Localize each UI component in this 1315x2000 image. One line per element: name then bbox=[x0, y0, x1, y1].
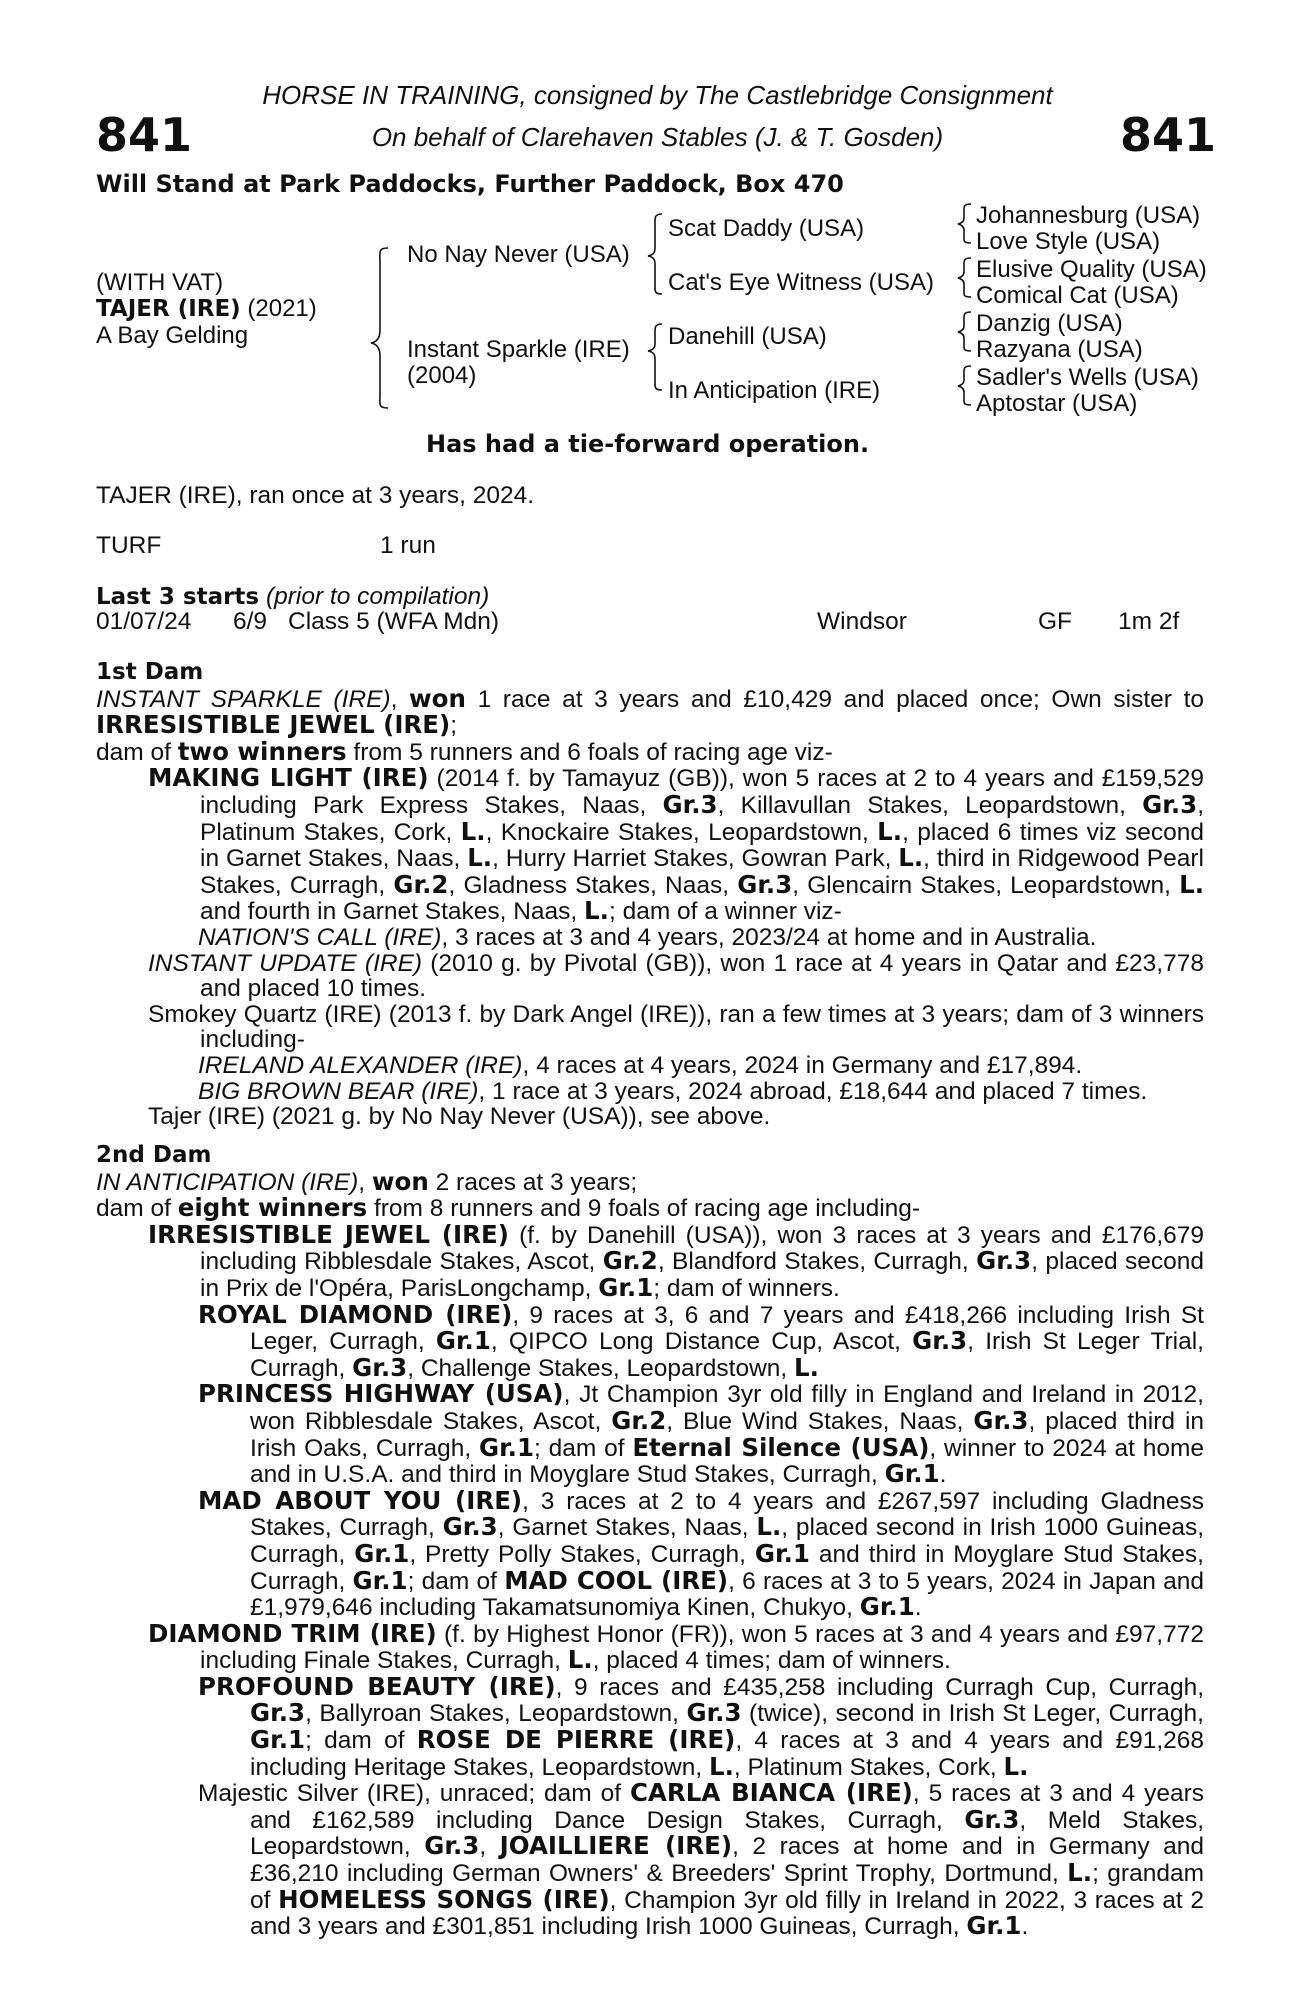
intro-end: ; bbox=[450, 712, 458, 740]
txt: , placed 6 times viz second in Garnet Stakes, Naas, bbox=[200, 818, 1204, 873]
grade: Gr.1 bbox=[598, 1272, 654, 1302]
txt: , placed 4 times; dam of winners. bbox=[592, 1647, 951, 1675]
txt: , Meld Stakes, Leopardstown, bbox=[250, 1806, 1205, 1861]
grade: Gr.1 bbox=[859, 1592, 915, 1622]
grade: Gr.2 bbox=[611, 1405, 667, 1435]
gg-1: Johannesburg (USA) bbox=[976, 202, 1201, 229]
txt: , Irish St Leger Trial, Curragh, bbox=[250, 1328, 1204, 1382]
txt: ; dam of a winner viz- bbox=[608, 898, 842, 926]
gg-3: Elusive Quality (USA) bbox=[976, 256, 1207, 283]
behalf-line: On behalf of Clarehaven Stables (J. & T. Gosden) bbox=[371, 122, 944, 152]
gg-8: Aptostar (USA) bbox=[976, 390, 1138, 417]
brace-sire bbox=[648, 214, 662, 294]
grade: Gr.3 bbox=[976, 1246, 1032, 1276]
listed: L. bbox=[567, 1645, 593, 1675]
dam-name: Instant Sparkle (IRE) bbox=[407, 336, 630, 363]
listed: L. bbox=[794, 1352, 819, 1382]
produce-mad-about-you bbox=[198, 1485, 1205, 1622]
gg-7: Sadler's Wells (USA) bbox=[976, 364, 1199, 391]
intro-text: 1 race at 3 years and £10,429 and placed once; Own sister to bbox=[465, 685, 1204, 713]
won-label: won bbox=[409, 683, 466, 713]
txt: ; dam of bbox=[407, 1567, 505, 1595]
txt: (f. by Danehill (USA)), won 3 races at 3 years and £176,679 including Ribblesdale Stakes, Ascot, bbox=[200, 1221, 1205, 1276]
start-date: 01/07/24 bbox=[96, 608, 192, 635]
gg-5: Danzig (USA) bbox=[976, 310, 1123, 337]
txt: , Gladness Stakes, Naas, bbox=[448, 871, 738, 899]
produce-name: CARLA BIANCA (IRE) bbox=[629, 1778, 913, 1808]
sire-dam: Cat's Eye Witness (USA) bbox=[668, 269, 934, 296]
listed: L. bbox=[584, 896, 609, 926]
horse-description: A Bay Gelding bbox=[96, 322, 249, 349]
produce-name: PROFOUND BEAUTY (IRE) bbox=[198, 1671, 556, 1701]
grade: Gr.3 bbox=[964, 1804, 1020, 1834]
grade: Gr.3 bbox=[250, 1698, 306, 1728]
txt: , Killavullan Stakes, Leopardstown, bbox=[717, 791, 1143, 819]
txt: , Champion 3yr old filly in Ireland in 2022, 3 races at 2 and 3 years and £301,851 including Irish 1000 Guineas, Curragh, bbox=[250, 1886, 1205, 1941]
grade: Gr.1 bbox=[884, 1459, 940, 1489]
grade: Gr.3 bbox=[912, 1326, 968, 1356]
produce-name: IRELAND ALEXANDER (IRE) bbox=[198, 1051, 523, 1079]
first-dam-intro: INSTANT SPARKLE (IRE), won 1 race at 3 years and £10,429 and placed once; Own sister to IRRESISTIBLE JEWEL (IRE); bbox=[96, 683, 1204, 740]
last-starts-heading bbox=[96, 584, 489, 611]
txt: , Garnet Stakes, Naas, bbox=[497, 1514, 757, 1542]
grade: Gr.1 bbox=[354, 1538, 410, 1568]
produce-name: INSTANT UPDATE (IRE) bbox=[148, 949, 423, 977]
lot-number-right: 841 bbox=[1120, 108, 1217, 162]
intro-text: 2 races at 3 years; bbox=[428, 1168, 638, 1196]
txt: , Jt Champion 3yr old filly in England and Ireland in 2012, won Ribblesdale Stakes, Ascot, bbox=[250, 1381, 1204, 1435]
listed: L. bbox=[1179, 869, 1204, 899]
produce-diamond-trim bbox=[148, 1618, 1204, 1675]
grade: Gr.1 bbox=[478, 1432, 535, 1462]
gg-4: Comical Cat (USA) bbox=[976, 282, 1179, 309]
produce-name: HOMELESS SONGS (IRE) bbox=[278, 1884, 610, 1914]
txt: , Blandford Stakes, Curragh, bbox=[657, 1248, 977, 1276]
produce-name: DIAMOND TRIM (IRE) bbox=[148, 1618, 437, 1648]
produce-royal-diamond bbox=[198, 1299, 1204, 1382]
gg-6: Razyana (USA) bbox=[976, 336, 1143, 363]
grade: Gr.1 bbox=[966, 1911, 1022, 1941]
listed: L. bbox=[898, 843, 924, 873]
grade: Gr.3 bbox=[442, 1512, 498, 1542]
txt: , bbox=[479, 1833, 500, 1861]
grade: Gr.1 bbox=[250, 1725, 306, 1755]
dam-year: (2004) bbox=[407, 362, 477, 389]
last-starts-subtitle: (prior to compilation) bbox=[265, 583, 490, 610]
sister-name: IRRESISTIBLE JEWEL (IRE) bbox=[96, 710, 451, 740]
txt: ; dam of bbox=[534, 1434, 633, 1462]
txt: , 2 races at home and in Germany and £36,210 including German Owners' & Breeders' Sprint Trophy, Dortmund, bbox=[250, 1833, 1205, 1888]
listed: L. bbox=[467, 843, 493, 873]
produce-name: MAKING LIGHT (IRE) bbox=[148, 763, 429, 793]
txt: , 4 races at 3 and 4 years and £91,268 including Heritage Stakes, Leopardstown, bbox=[250, 1727, 1205, 1781]
dam-dam: In Anticipation (IRE) bbox=[668, 377, 881, 404]
listed: L. bbox=[708, 1751, 734, 1781]
operation-note: Has had a tie-forward operation. bbox=[426, 430, 870, 458]
race-record-summary: TAJER (IRE), ran once at 3 years, 2024. bbox=[96, 482, 535, 509]
txt: , Blue Wind Stakes, Naas, bbox=[666, 1407, 974, 1435]
surface-label: TURF bbox=[96, 532, 162, 559]
produce-name: MAD ABOUT YOU (IRE) bbox=[198, 1485, 523, 1515]
txt: , 4 races at 4 years, 2024 in Germany and £17,894. bbox=[522, 1051, 1083, 1079]
dam-sire: Danehill (USA) bbox=[668, 323, 827, 350]
txt: , 9 races and £435,258 including Curragh Cup, Curragh, bbox=[555, 1673, 1204, 1701]
txt: (twice), second in Irish St Leger, Curragh, bbox=[741, 1700, 1204, 1728]
txt: . bbox=[1021, 1913, 1029, 1941]
second-dam-heading: 2nd Dam bbox=[96, 1142, 212, 1168]
produce-name: NATION'S CALL (IRE) bbox=[198, 923, 442, 951]
brace-gg2 bbox=[958, 258, 971, 297]
first-dam-produce-intro bbox=[96, 736, 1204, 766]
txt: Majestic Silver (IRE), unraced; dam of bbox=[198, 1780, 630, 1808]
txt: , Platinum Stakes, Cork, bbox=[733, 1753, 1004, 1781]
brace-gg4 bbox=[958, 366, 971, 405]
sire-sire: Scat Daddy (USA) bbox=[668, 215, 865, 242]
txt: ; dam of bbox=[305, 1727, 417, 1755]
produce-princess-highway bbox=[198, 1381, 1204, 1487]
produce-profound-beauty bbox=[198, 1671, 1205, 1781]
brace-dam bbox=[648, 324, 662, 390]
grade: Gr.3 bbox=[352, 1352, 408, 1382]
start-course: Windsor bbox=[817, 608, 907, 635]
first-dam-section bbox=[96, 660, 1204, 1130]
lot-number-left: 841 bbox=[96, 108, 193, 162]
produce-making-light bbox=[148, 765, 1204, 925]
dam-name-italic: INSTANT SPARKLE (IRE) bbox=[96, 685, 391, 713]
dam-of-bold: eight winners bbox=[177, 1193, 368, 1223]
produce-name: MAD COOL (IRE) bbox=[504, 1565, 729, 1595]
txt: , 6 races at 3 to 5 years, 2024 in Japan and £1,979,646 including Takamatsunomiya Kinen, Chukyo, bbox=[250, 1567, 1204, 1622]
produce-name: ROSE DE PIERRE (IRE) bbox=[416, 1725, 736, 1755]
grade: Gr.3 bbox=[424, 1831, 480, 1861]
txt: , Ballyroan Stakes, Leopardstown, bbox=[305, 1700, 687, 1728]
grade: Gr.3 bbox=[1142, 789, 1198, 819]
listed: L. bbox=[1003, 1751, 1029, 1781]
surface-runs: 1 run bbox=[380, 532, 436, 559]
start-race: Class 5 (WFA Mdn) bbox=[288, 608, 500, 635]
txt: Smokey Quartz (IRE) (2013 f. by Dark Angel (IRE)), ran a few times at 3 years; dam of 3 winners including- bbox=[148, 1000, 1204, 1054]
txt: , 5 races at 3 and 4 years and £162,589 including Dance Design Stakes, Curragh, bbox=[250, 1780, 1205, 1834]
produce-big-brown-bear bbox=[198, 1079, 1204, 1105]
txt: and third in Moyglare Stud Stakes, Curragh, bbox=[250, 1540, 1204, 1595]
grade: Gr.3 bbox=[737, 869, 793, 899]
listed: L. bbox=[460, 816, 486, 846]
produce-ireland-alexander bbox=[198, 1053, 1204, 1079]
produce-irresistible-jewel bbox=[148, 1219, 1205, 1302]
txt: , winner to 2024 at home and in U.S.A. and third in Moyglare Stud Stakes, Curragh, bbox=[250, 1434, 1204, 1489]
produce-tajer bbox=[148, 1104, 1204, 1130]
txt: , placed second in Prix de l'Opéra, ParisLongchamp, bbox=[200, 1248, 1204, 1302]
txt: . bbox=[914, 1594, 922, 1622]
txt: , 3 races at 2 to 4 years and £267,597 including Gladness Stakes, Curragh, bbox=[250, 1487, 1204, 1542]
txt: (2010 g. by Pivotal (GB)), won 1 race at 4 years in Qatar and £23,778 and placed 10 times. bbox=[200, 949, 1204, 1003]
start-going: GF bbox=[1038, 608, 1073, 635]
second-dam-section bbox=[96, 1143, 1204, 1940]
grade: Gr.1 bbox=[352, 1565, 408, 1595]
txt: (f. by Highest Honor (FR)), won 5 races at 3 and 4 years and £97,772 including Finale Stakes, Curragh, bbox=[200, 1620, 1204, 1675]
brace-gg3 bbox=[958, 312, 971, 351]
txt: and fourth in Garnet Stakes, Naas, bbox=[200, 898, 585, 926]
dam-of-post: from 8 runners and 9 foals of racing age including- bbox=[367, 1195, 921, 1223]
produce-nations-call bbox=[198, 925, 1204, 951]
txt: , 1 race at 3 years, 2024 abroad, £18,644 and placed 7 times. bbox=[478, 1077, 1148, 1105]
grade: Gr.3 bbox=[662, 789, 718, 819]
grade: Gr.3 bbox=[973, 1405, 1029, 1435]
start-position: 6/9 bbox=[233, 608, 268, 635]
txt: , 9 races at 3, 6 and 7 years and £418,266 including Irish St Leger, Curragh, bbox=[250, 1301, 1204, 1356]
listed: L. bbox=[1067, 1858, 1093, 1888]
won-label: won bbox=[371, 1166, 429, 1196]
txt: ; dam of winners. bbox=[653, 1274, 840, 1302]
dam-of-pre: dam of bbox=[96, 738, 178, 766]
produce-instant-update bbox=[148, 951, 1204, 1002]
second-dam-intro: IN ANTICIPATION (IRE), won 2 races at 3 years; bbox=[96, 1166, 638, 1196]
txt: (2014 f. by Tamayuz (GB)), won 5 races at 2 to 4 years and £159,529 including Park Express Stakes, Naas, bbox=[200, 765, 1204, 819]
grade: Gr.3 bbox=[686, 1698, 742, 1728]
txt: , placed third in Irish Oaks, Curragh, bbox=[250, 1407, 1205, 1462]
brace-main bbox=[371, 248, 388, 408]
horse-name: TAJER (IRE) bbox=[96, 296, 241, 322]
dam-name-italic: IN ANTICIPATION (IRE) bbox=[96, 1168, 359, 1196]
txt: . bbox=[939, 1461, 947, 1489]
txt: , Pretty Polly Stakes, Curragh, bbox=[409, 1540, 755, 1568]
sire-name: No Nay Never (USA) bbox=[407, 241, 630, 268]
txt: Tajer (IRE) (2021 g. by No Nay Never (USA)), see above. bbox=[148, 1103, 771, 1131]
grade: Gr.1 bbox=[754, 1538, 810, 1568]
txt: , Challenge Stakes, Leopardstown, bbox=[407, 1354, 794, 1382]
vat-note: (WITH VAT) bbox=[96, 269, 224, 296]
produce-name: JOAILLIERE (IRE) bbox=[499, 1831, 733, 1861]
txt: , placed second in Irish 1000 Guineas, Curragh, bbox=[250, 1514, 1205, 1568]
listed: L. bbox=[756, 1512, 782, 1542]
produce-majestic-silver bbox=[198, 1780, 1204, 1940]
produce-name: ROYAL DIAMOND (IRE) bbox=[198, 1299, 513, 1329]
gg-2: Love Style (USA) bbox=[976, 228, 1161, 255]
consignment-line: HORSE IN TRAINING, consigned by The Castlebridge Consignment bbox=[262, 80, 1053, 110]
txt: , Knockaire Stakes, Leopardstown, bbox=[485, 818, 878, 846]
produce-name: PRINCESS HIGHWAY (USA) bbox=[198, 1379, 564, 1409]
second-dam-produce-intro bbox=[96, 1195, 1204, 1222]
produce-name: IRRESISTIBLE JEWEL (IRE) bbox=[148, 1219, 509, 1249]
txt: , 3 races at 3 and 4 years, 2023/24 at home and in Australia. bbox=[441, 923, 1097, 951]
produce-name: Eternal Silence (USA) bbox=[632, 1432, 930, 1462]
dam-of-pre: dam of bbox=[96, 1195, 178, 1223]
first-dam-heading: 1st Dam bbox=[96, 659, 204, 685]
txt: ; grandam of bbox=[250, 1860, 1204, 1914]
start-distance: 1m 2f bbox=[1118, 608, 1180, 635]
listed: L. bbox=[877, 816, 903, 846]
dam-of-post: from 5 runners and 6 foals of racing age viz- bbox=[346, 738, 833, 766]
txt: , third in Ridgewood Pearl Stakes, Curragh, bbox=[200, 845, 1204, 899]
txt: , Platinum Stakes, Cork, bbox=[200, 791, 1204, 846]
grade: Gr.1 bbox=[435, 1326, 491, 1356]
txt: , Glencairn Stakes, Leopardstown, bbox=[792, 871, 1180, 899]
last-starts-title: Last 3 starts bbox=[96, 584, 260, 610]
produce-smokey-quartz bbox=[148, 1002, 1204, 1053]
horse-year: (2021) bbox=[247, 295, 317, 322]
dam-of-bold: two winners bbox=[177, 736, 347, 766]
stand-location: Will Stand at Park Paddocks, Further Paddock, Box 470 bbox=[96, 170, 844, 198]
txt: , Hurry Harriet Stakes, Gowran Park, bbox=[492, 845, 899, 873]
produce-name: BIG BROWN BEAR (IRE) bbox=[198, 1077, 479, 1105]
grade: Gr.2 bbox=[602, 1246, 658, 1276]
txt: , QIPCO Long Distance Cup, Ascot, bbox=[490, 1328, 913, 1356]
grade: Gr.2 bbox=[393, 869, 449, 899]
brace-gg1 bbox=[958, 204, 971, 243]
